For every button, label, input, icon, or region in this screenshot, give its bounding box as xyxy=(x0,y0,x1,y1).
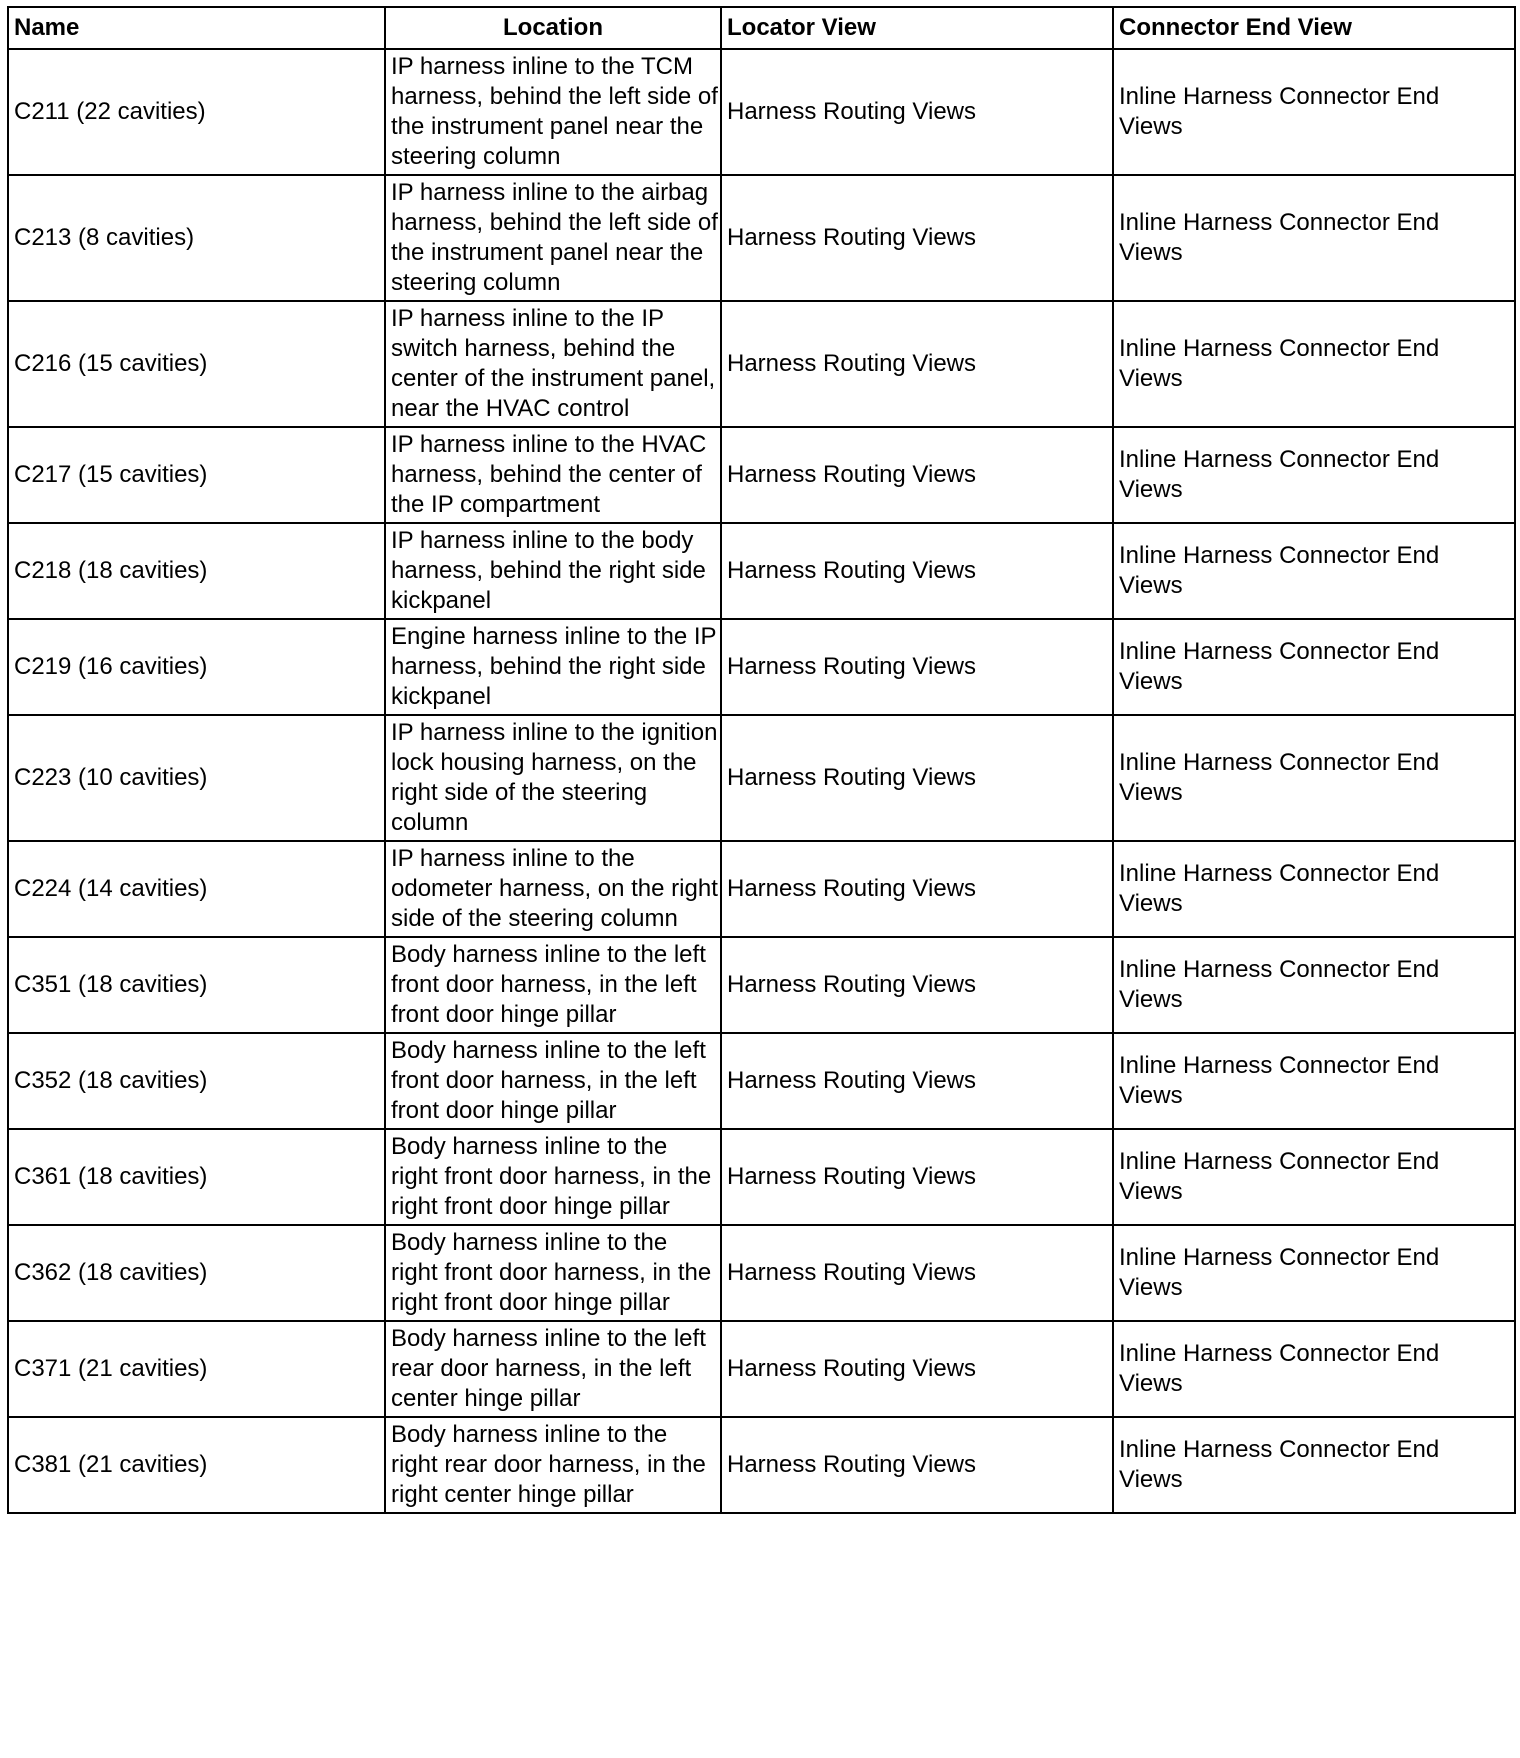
table-header xyxy=(8,7,1515,49)
locator-view-cell: Harness Routing Views xyxy=(721,49,1113,175)
location-cell: IP harness inline to the airbag harness, behind the left side of the instrument panel near the steering column xyxy=(385,175,721,301)
locator-view-cell: Harness Routing Views xyxy=(721,619,1113,715)
connector-end-view-cell: Inline Harness Connector End Views xyxy=(1113,715,1515,841)
locator-view-cell: Harness Routing Views xyxy=(721,1033,1113,1129)
locator-view-cell: Harness Routing Views xyxy=(721,841,1113,937)
location-cell: Body harness inline to the left front door harness, in the left front door hinge pillar xyxy=(385,1033,721,1129)
connector-name-cell: C213 (8 cavities) xyxy=(8,175,385,301)
connector-end-view-cell: Inline Harness Connector End Views xyxy=(1113,301,1515,427)
connector-name-cell: C219 (16 cavities) xyxy=(8,619,385,715)
connector-end-view-cell: Inline Harness Connector End Views xyxy=(1113,619,1515,715)
location-cell: IP harness inline to the body harness, behind the right side kickpanel xyxy=(385,523,721,619)
locator-view-cell: Harness Routing Views xyxy=(721,427,1113,523)
connector-end-view-cell: Inline Harness Connector End Views xyxy=(1113,1129,1515,1225)
table-row xyxy=(8,1417,1515,1513)
location-cell: Body harness inline to the right rear door harness, in the right center hinge pillar xyxy=(385,1417,721,1513)
table-row xyxy=(8,175,1515,301)
connector-name-cell: C371 (21 cavities) xyxy=(8,1321,385,1417)
location-cell: Body harness inline to the right front door harness, in the right front door hinge pillar xyxy=(385,1225,721,1321)
table-row xyxy=(8,1129,1515,1225)
connector-name-cell: C218 (18 cavities) xyxy=(8,523,385,619)
location-cell: IP harness inline to the ignition lock housing harness, on the right side of the steering column xyxy=(385,715,721,841)
connector-name-cell: C362 (18 cavities) xyxy=(8,1225,385,1321)
location-cell: Engine harness inline to the IP harness, behind the right side kickpanel xyxy=(385,619,721,715)
location-cell: IP harness inline to the odometer harness, on the right side of the steering column xyxy=(385,841,721,937)
location-cell: IP harness inline to the TCM harness, behind the left side of the instrument panel near the steering column xyxy=(385,49,721,175)
connector-end-view-cell: Inline Harness Connector End Views xyxy=(1113,937,1515,1033)
table-row xyxy=(8,427,1515,523)
connector-end-view-cell: Inline Harness Connector End Views xyxy=(1113,523,1515,619)
header-connector-end-view: Connector End View xyxy=(1113,7,1515,49)
connector-end-view-cell: Inline Harness Connector End Views xyxy=(1113,427,1515,523)
locator-view-cell: Harness Routing Views xyxy=(721,523,1113,619)
location-cell: Body harness inline to the right front door harness, in the right front door hinge pillar xyxy=(385,1129,721,1225)
table-row xyxy=(8,1225,1515,1321)
connector-name-cell: C217 (15 cavities) xyxy=(8,427,385,523)
connector-name-cell: C211 (22 cavities) xyxy=(8,49,385,175)
header-name: Name xyxy=(8,7,385,49)
connector-name-cell: C216 (15 cavities) xyxy=(8,301,385,427)
connector-name-cell: C352 (18 cavities) xyxy=(8,1033,385,1129)
connector-end-view-cell: Inline Harness Connector End Views xyxy=(1113,1225,1515,1321)
connector-name-cell: C381 (21 cavities) xyxy=(8,1417,385,1513)
locator-view-cell: Harness Routing Views xyxy=(721,715,1113,841)
locator-view-cell: Harness Routing Views xyxy=(721,1129,1113,1225)
connector-name-cell: C351 (18 cavities) xyxy=(8,937,385,1033)
table-row xyxy=(8,301,1515,427)
table-row xyxy=(8,1321,1515,1417)
table-body xyxy=(8,49,1515,1513)
connector-end-view-cell: Inline Harness Connector End Views xyxy=(1113,1033,1515,1129)
connector-name-cell: C223 (10 cavities) xyxy=(8,715,385,841)
location-cell: Body harness inline to the left rear door harness, in the left center hinge pillar xyxy=(385,1321,721,1417)
connector-end-view-cell: Inline Harness Connector End Views xyxy=(1113,1417,1515,1513)
connector-end-view-cell: Inline Harness Connector End Views xyxy=(1113,841,1515,937)
locator-view-cell: Harness Routing Views xyxy=(721,301,1113,427)
locator-view-cell: Harness Routing Views xyxy=(721,1321,1113,1417)
header-locator-view: Locator View xyxy=(721,7,1113,49)
header-row xyxy=(8,7,1515,49)
locator-view-cell: Harness Routing Views xyxy=(721,175,1113,301)
table-row xyxy=(8,715,1515,841)
connector-table xyxy=(7,6,1516,1514)
connector-end-view-cell: Inline Harness Connector End Views xyxy=(1113,175,1515,301)
table-row xyxy=(8,49,1515,175)
connector-name-cell: C361 (18 cavities) xyxy=(8,1129,385,1225)
table-row xyxy=(8,1033,1515,1129)
connector-end-view-cell: Inline Harness Connector End Views xyxy=(1113,49,1515,175)
header-location: Location xyxy=(385,7,721,49)
table-row xyxy=(8,523,1515,619)
locator-view-cell: Harness Routing Views xyxy=(721,1417,1113,1513)
location-cell: IP harness inline to the IP switch harness, behind the center of the instrument panel, near the HVAC control xyxy=(385,301,721,427)
table-row xyxy=(8,619,1515,715)
location-cell: IP harness inline to the HVAC harness, behind the center of the IP compartment xyxy=(385,427,721,523)
table-row xyxy=(8,841,1515,937)
connector-name-cell: C224 (14 cavities) xyxy=(8,841,385,937)
locator-view-cell: Harness Routing Views xyxy=(721,1225,1113,1321)
locator-view-cell: Harness Routing Views xyxy=(721,937,1113,1033)
connector-end-view-cell: Inline Harness Connector End Views xyxy=(1113,1321,1515,1417)
table-row xyxy=(8,937,1515,1033)
location-cell: Body harness inline to the left front door harness, in the left front door hinge pillar xyxy=(385,937,721,1033)
